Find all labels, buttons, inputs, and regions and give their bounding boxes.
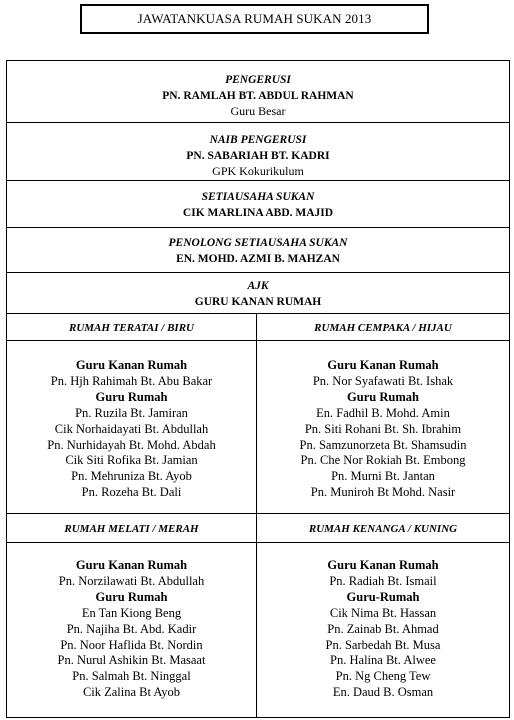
setiausaha-section bbox=[7, 181, 509, 228]
naib-pengerusi-section bbox=[7, 123, 509, 181]
house-members-row bbox=[7, 543, 509, 717]
member-name: Pn. Siti Rohani Bt. Sh. Ibrahim bbox=[304, 421, 462, 436]
ajk-section bbox=[7, 273, 509, 314]
member-post: GPK Kokurikulum bbox=[212, 164, 304, 178]
member-name: Cik Norhaidayati Bt. Abdullah bbox=[54, 421, 209, 436]
document-title: JAWATANKUASA RUMAH SUKAN 2013 bbox=[80, 4, 429, 34]
house-melati bbox=[7, 543, 256, 717]
member-name: Cik Nima Bt. Hassan bbox=[329, 605, 437, 620]
member-name: Pn. Ng Cheng Tew bbox=[335, 669, 431, 684]
committee-table bbox=[6, 60, 510, 718]
member-name: CIK MARLINA ABD. MAJID bbox=[182, 206, 334, 219]
member-name: GURU KANAN RUMAH bbox=[194, 295, 322, 308]
members-label: Guru-Rumah bbox=[346, 589, 420, 604]
house-header-row bbox=[7, 514, 509, 543]
member-name: En Tan Kiong Beng bbox=[81, 605, 182, 620]
member-name: En. Daud B. Osman bbox=[332, 685, 434, 700]
member-name: Pn. Noor Haflida Bt. Nordin bbox=[60, 637, 203, 652]
penolong-setiausaha-section bbox=[7, 228, 509, 273]
house-kenanga bbox=[257, 543, 509, 717]
head-label: Guru Kanan Rumah bbox=[75, 358, 188, 372]
house-header: RUMAH MELATI / MERAH bbox=[64, 523, 199, 535]
house-members-row bbox=[7, 341, 509, 514]
member-name: Pn. Radiah Bt. Ismail bbox=[329, 573, 437, 588]
member-name: Cik Zalina Bt Ayob bbox=[82, 685, 181, 700]
member-name: Pn. Hjh Rahimah Bt. Abu Bakar bbox=[50, 373, 213, 388]
member-name: Pn. Muniroh Bt Mohd. Nasir bbox=[310, 485, 456, 500]
member-name: Pn. Najiha Bt. Abd. Kadir bbox=[66, 621, 197, 636]
role-label: PENOLONG SETIAUSAHA SUKAN bbox=[168, 237, 348, 249]
member-name: Pn. Ruzila Bt. Jamiran bbox=[75, 405, 188, 420]
member-name: Pn. Sarbedah Bt. Musa bbox=[325, 637, 441, 652]
member-name: Pn. Samzunorzeta Bt. Shamsudin bbox=[299, 437, 467, 452]
member-name: Pn. Murni Bt. Jantan bbox=[331, 469, 435, 484]
head-label: Guru Kanan Rumah bbox=[75, 558, 188, 572]
member-post: Guru Besar bbox=[230, 104, 286, 118]
member-name: Pn. Che Nor Rokiah Bt. Embong bbox=[300, 453, 466, 468]
member-name: Pn. Rozeha Bt. Dali bbox=[81, 485, 182, 500]
head-label: Guru Kanan Rumah bbox=[327, 558, 439, 572]
members-label: Guru Rumah bbox=[95, 389, 168, 404]
house-cempaka bbox=[257, 341, 509, 513]
member-name: PN. SABARIAH BT. KADRI bbox=[186, 149, 330, 162]
member-name: Pn. Norzilawati Bt. Abdullah bbox=[58, 573, 205, 588]
house-header: RUMAH CEMPAKA / HIJAU bbox=[314, 322, 452, 334]
member-name: En. Fadhil B. Mohd. Amin bbox=[316, 405, 450, 420]
role-label: SETIAUSAHA SUKAN bbox=[201, 191, 315, 203]
house-teratai bbox=[7, 341, 256, 513]
house-header: RUMAH KENANGA / KUNING bbox=[308, 523, 458, 535]
head-label: Guru Kanan Rumah bbox=[327, 358, 439, 372]
role-label: NAIB PENGERUSI bbox=[209, 134, 307, 146]
house-header: RUMAH TERATAI / BIRU bbox=[68, 322, 194, 334]
member-name: PN. RAMLAH BT. ABDUL RAHMAN bbox=[162, 89, 354, 102]
member-name: Pn. Mehruniza Bt. Ayob bbox=[71, 469, 192, 484]
house-header-row bbox=[7, 314, 509, 341]
member-name: Pn. Nurhidayah Bt. Mohd. Abdah bbox=[47, 437, 216, 452]
member-name: Pn. Nurul Ashikin Bt. Masaat bbox=[57, 653, 206, 668]
member-name: EN. MOHD. AZMI B. MAHZAN bbox=[176, 252, 340, 265]
pengerusi-section bbox=[7, 61, 509, 123]
members-label: Guru Rumah bbox=[95, 589, 168, 604]
member-name: Pn. Nor Syafawati Bt. Ishak bbox=[312, 373, 454, 388]
role-label: AJK bbox=[247, 280, 269, 292]
member-name: Pn. Salmah Bt. Ninggal bbox=[72, 669, 191, 684]
column-divider bbox=[256, 314, 257, 717]
role-label: PENGERUSI bbox=[225, 74, 291, 86]
member-name: Pn. Halina Bt. Alwee bbox=[330, 653, 436, 668]
member-name: Pn. Zainab Bt. Ahmad bbox=[327, 621, 439, 636]
members-label: Guru Rumah bbox=[347, 389, 419, 404]
member-name: Cik Siti Rofika Bt. Jamian bbox=[65, 453, 198, 468]
